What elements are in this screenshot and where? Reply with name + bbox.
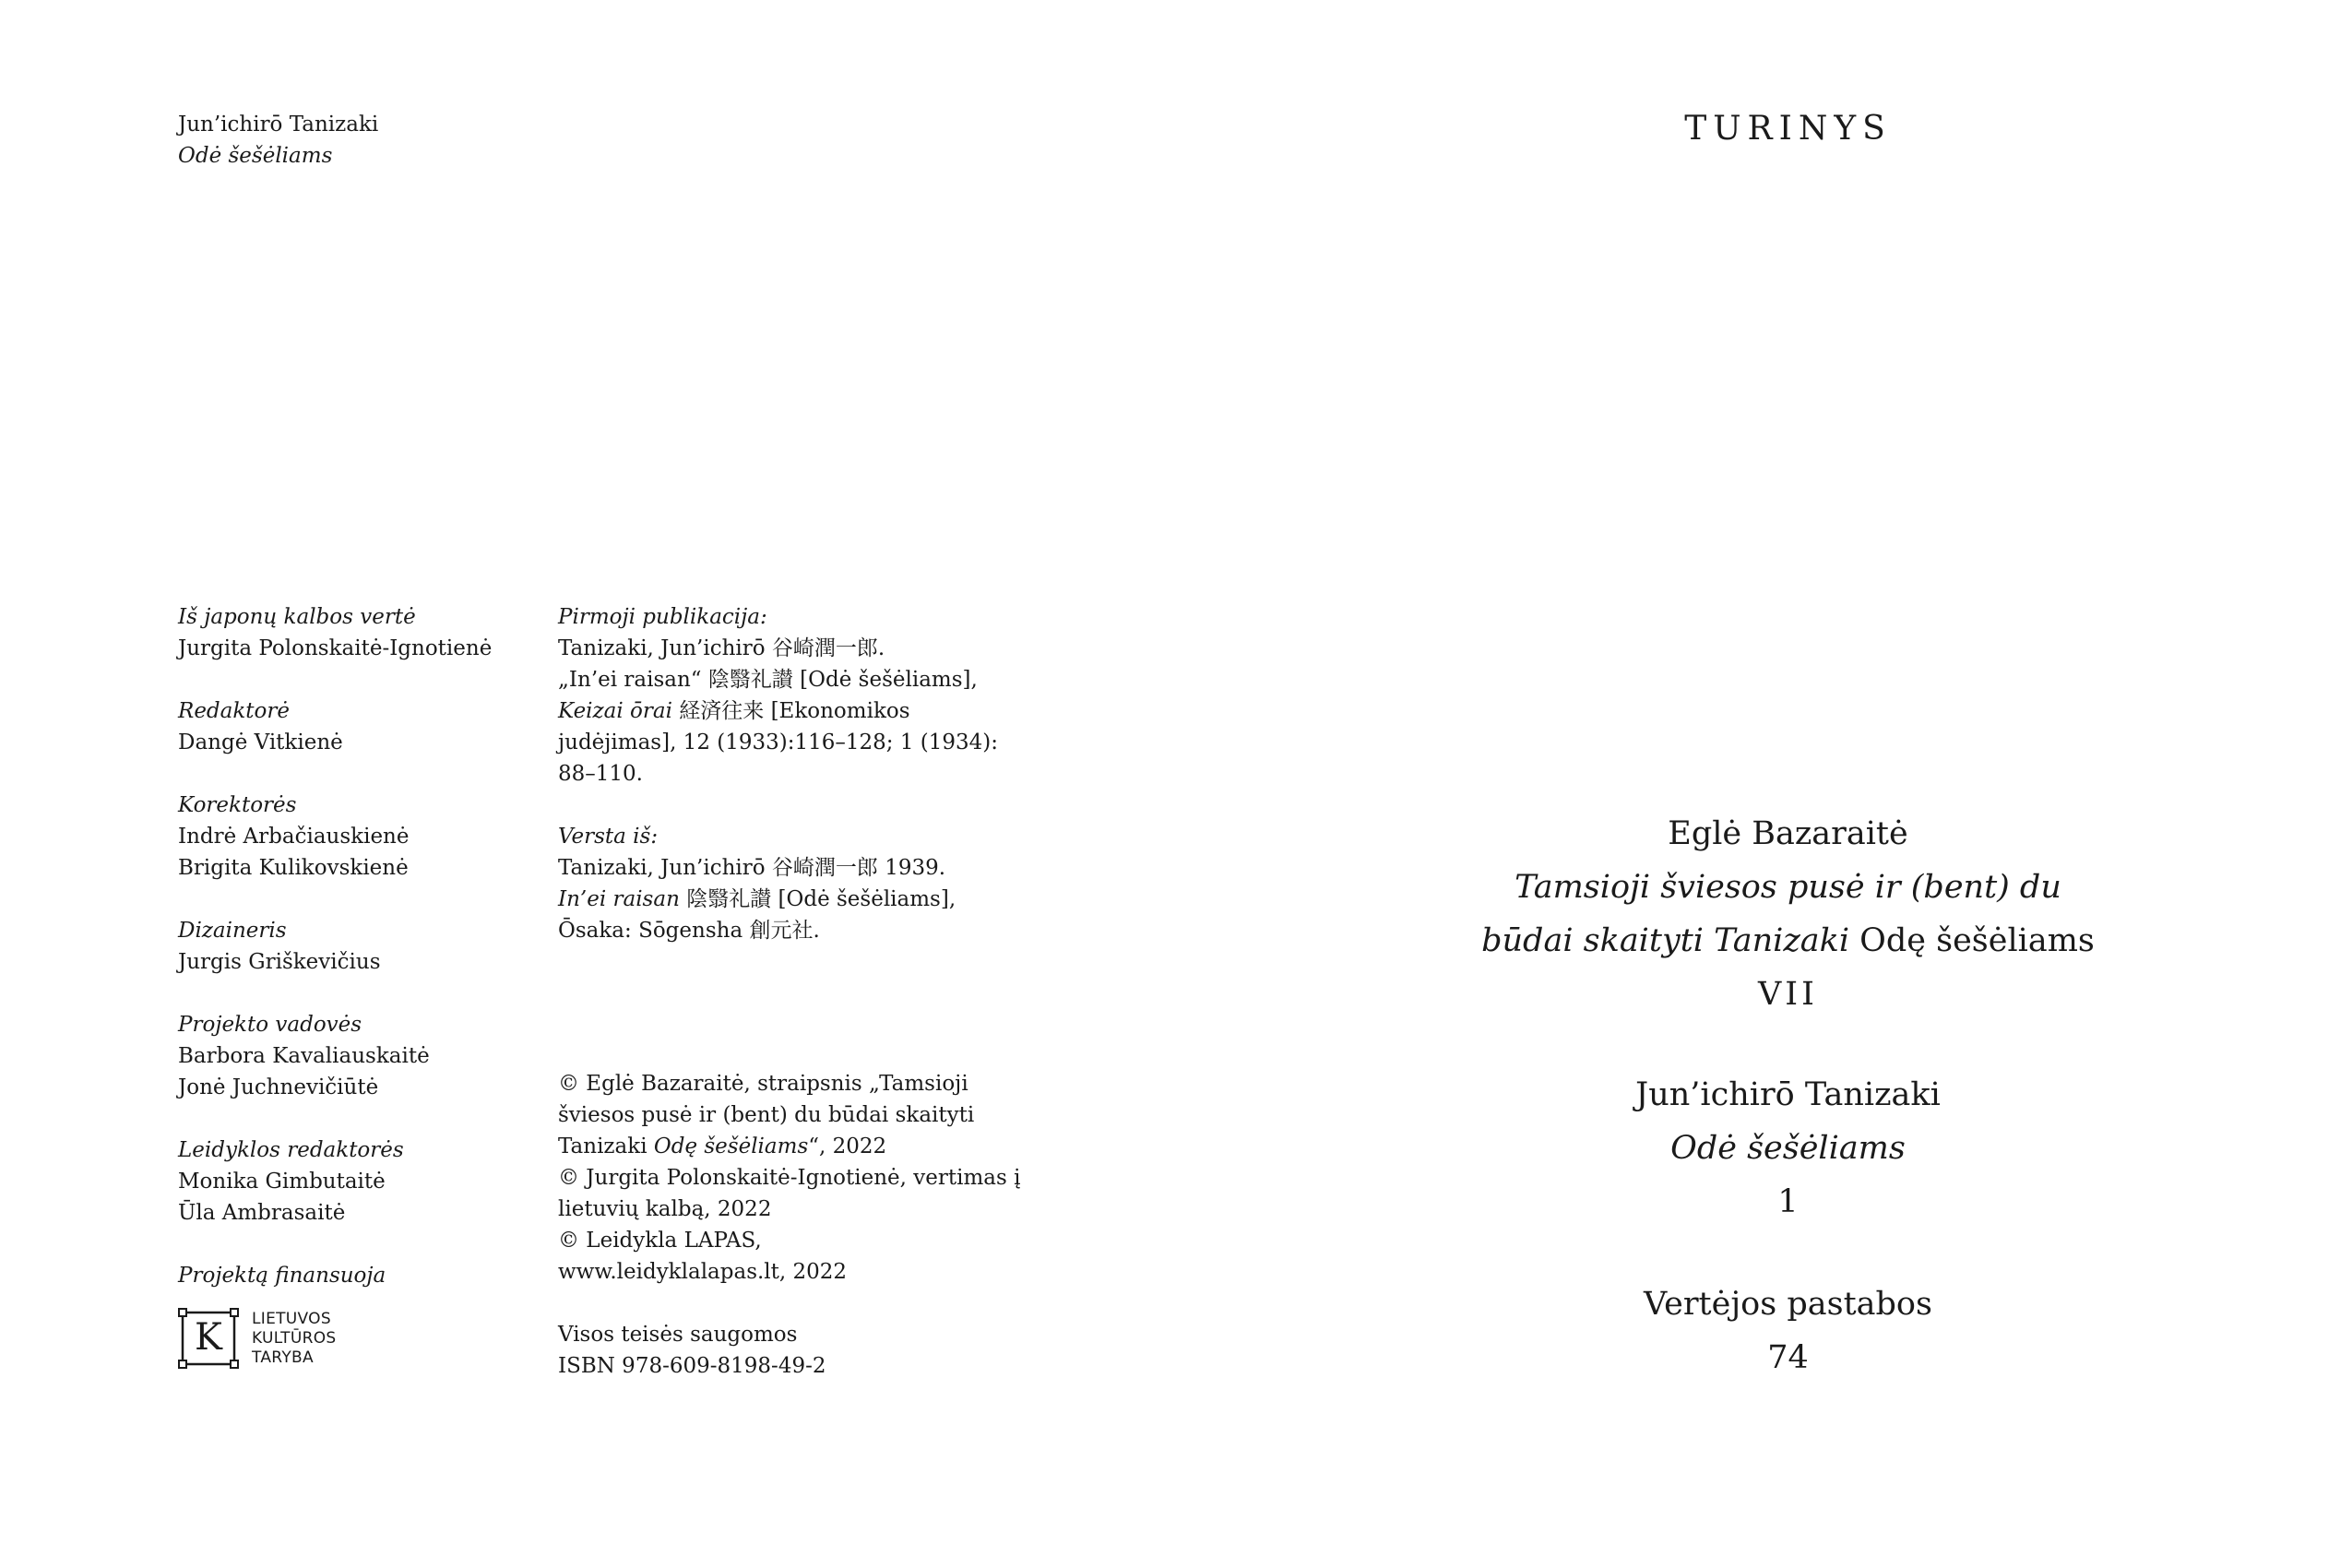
credit-role: Projekto vadovės	[178, 1013, 362, 1037]
credit-name: Jurgita Polonskaitė-Ignotienė	[178, 636, 493, 660]
publication-line	[558, 695, 1038, 727]
toc-entry-page: 74	[1767, 1339, 1809, 1376]
publication-line: „In’ei raisan“ 陰翳礼讃 [Odė šešėliams],	[558, 668, 978, 692]
lithuanian-council-for-culture-logo	[178, 1308, 336, 1369]
copyright-pre: Tanizaki	[558, 1134, 654, 1158]
toc-entry-essay	[1176, 807, 2352, 1021]
credit-funding	[178, 1260, 529, 1291]
credit-editor	[178, 695, 529, 758]
copyright-line: © Leidykla LAPAS,	[558, 1229, 762, 1253]
copyright-line: lietuvių kalbą, 2022	[558, 1197, 772, 1221]
toc-entry-author: Eglė Bazaraitė	[1668, 815, 1908, 852]
journal-details: 経済往来 [Ekonomikos	[671, 699, 910, 723]
running-header	[178, 109, 378, 172]
logo-text	[252, 1310, 336, 1368]
logo-line: LIETUVOS	[252, 1309, 331, 1328]
toc-entry-title	[1224, 914, 2352, 968]
credit-name: Dangė Vitkienė	[178, 731, 343, 754]
first-publication-label: Pirmoji publikacija:	[558, 605, 767, 629]
credit-name: Brigita Kulikovskienė	[178, 856, 409, 880]
copyright-line: © Eglė Bazaraitė, straipsnis „Tamsioji	[558, 1072, 968, 1096]
toc-entry-title: Tamsioji šviesos pusė ir (bent) du	[1515, 869, 2061, 906]
credit-name: Jurgis Griškevičius	[178, 950, 381, 974]
copyright-title: Odę šešėliams	[653, 1134, 809, 1158]
source-details: 陰翳礼讃 [Odė šešėliams],	[679, 887, 956, 911]
credit-role: Iš japonų kalbos vertė	[178, 605, 416, 629]
toc-entry-author: Jun’ichirō Tanizaki	[1635, 1076, 1941, 1113]
credits-column	[178, 601, 529, 1323]
translated-from	[558, 821, 1038, 946]
logo-frame	[178, 1308, 239, 1369]
logo-line: KULTŪROS	[252, 1328, 337, 1348]
credit-publisher-editors	[178, 1134, 529, 1229]
toc-entry-main-text	[1176, 1068, 2352, 1229]
rights-column	[558, 1068, 1056, 1382]
logo-line: TARYBA	[252, 1348, 314, 1367]
source-line: Ōsaka: Sōgensha 創元社.	[558, 919, 820, 943]
credit-designer	[178, 915, 529, 978]
copyright-line: © Jurgita Polonskaitė-Ignotienė, vertimas į	[558, 1166, 1021, 1190]
toc-entry-notes	[1176, 1277, 2352, 1384]
toc-entry-page: 1	[1777, 1183, 1799, 1220]
journal-title: Keizai ōrai	[558, 699, 672, 723]
publication-column	[558, 601, 1038, 978]
credit-name: Monika Gimbutaitė	[178, 1170, 386, 1194]
toc-entry-title: Odė šešėliams	[1670, 1130, 1906, 1167]
credit-project-managers	[178, 1009, 529, 1103]
credit-proofreaders	[178, 790, 529, 884]
header-title: Odė šešėliams	[178, 144, 333, 168]
copyright-line	[558, 1131, 1056, 1162]
credit-role: Dizaineris	[178, 919, 287, 943]
copyright-line: šviesos pusė ir (bent) du būdai skaityti	[558, 1103, 975, 1127]
credit-name: Jonė Juchnevičiūtė	[178, 1075, 379, 1099]
credit-translator	[178, 601, 529, 664]
right-page	[1176, 0, 2352, 1568]
toc-entry-title: Vertėjos pastabos	[1644, 1286, 1932, 1323]
toc-heading: TURINYS	[1684, 110, 1892, 148]
first-publication	[558, 601, 1038, 790]
source-title: In’ei raisan	[558, 887, 680, 911]
credit-role: Redaktorė	[178, 699, 290, 723]
translated-from-label: Versta iš:	[558, 825, 659, 849]
toc-entry-page: VII	[1758, 976, 1818, 1013]
toc-entry-title-roman: Odę šešėliams	[1849, 922, 2095, 959]
credit-role: Leidyklos redaktorės	[178, 1138, 404, 1162]
credit-role: Projektą finansuoja	[178, 1264, 386, 1288]
source-line: Tanizaki, Jun’ichirō 谷崎潤一郎 1939.	[558, 856, 946, 880]
all-rights-reserved: Visos teisės saugomos	[558, 1323, 798, 1347]
publication-line: judėjimas], 12 (1933):116–128; 1 (1934):	[558, 731, 999, 754]
publication-line: Tanizaki, Jun’ichirō 谷崎潤一郎.	[558, 636, 885, 660]
copyright-post: “, 2022	[808, 1134, 887, 1158]
publication-line: 88–110.	[558, 762, 643, 786]
isbn: ISBN 978-609-8198-49-2	[558, 1354, 826, 1378]
source-line	[558, 884, 1038, 915]
credit-name: Barbora Kavaliauskaitė	[178, 1044, 430, 1068]
toc-entry-title-italic: būdai skaityti Tanizaki	[1481, 922, 1850, 959]
credit-name: Indrė Arbačiauskienė	[178, 825, 410, 849]
logo-letter: K	[195, 1316, 222, 1359]
publisher-website: www.leidyklalapas.lt, 2022	[558, 1260, 848, 1284]
header-author: Jun’ichirō Tanizaki	[178, 113, 379, 137]
spacer	[558, 1288, 1056, 1319]
credit-name: Ūla Ambrasaitė	[178, 1201, 346, 1225]
credit-role: Korektorės	[178, 793, 297, 817]
